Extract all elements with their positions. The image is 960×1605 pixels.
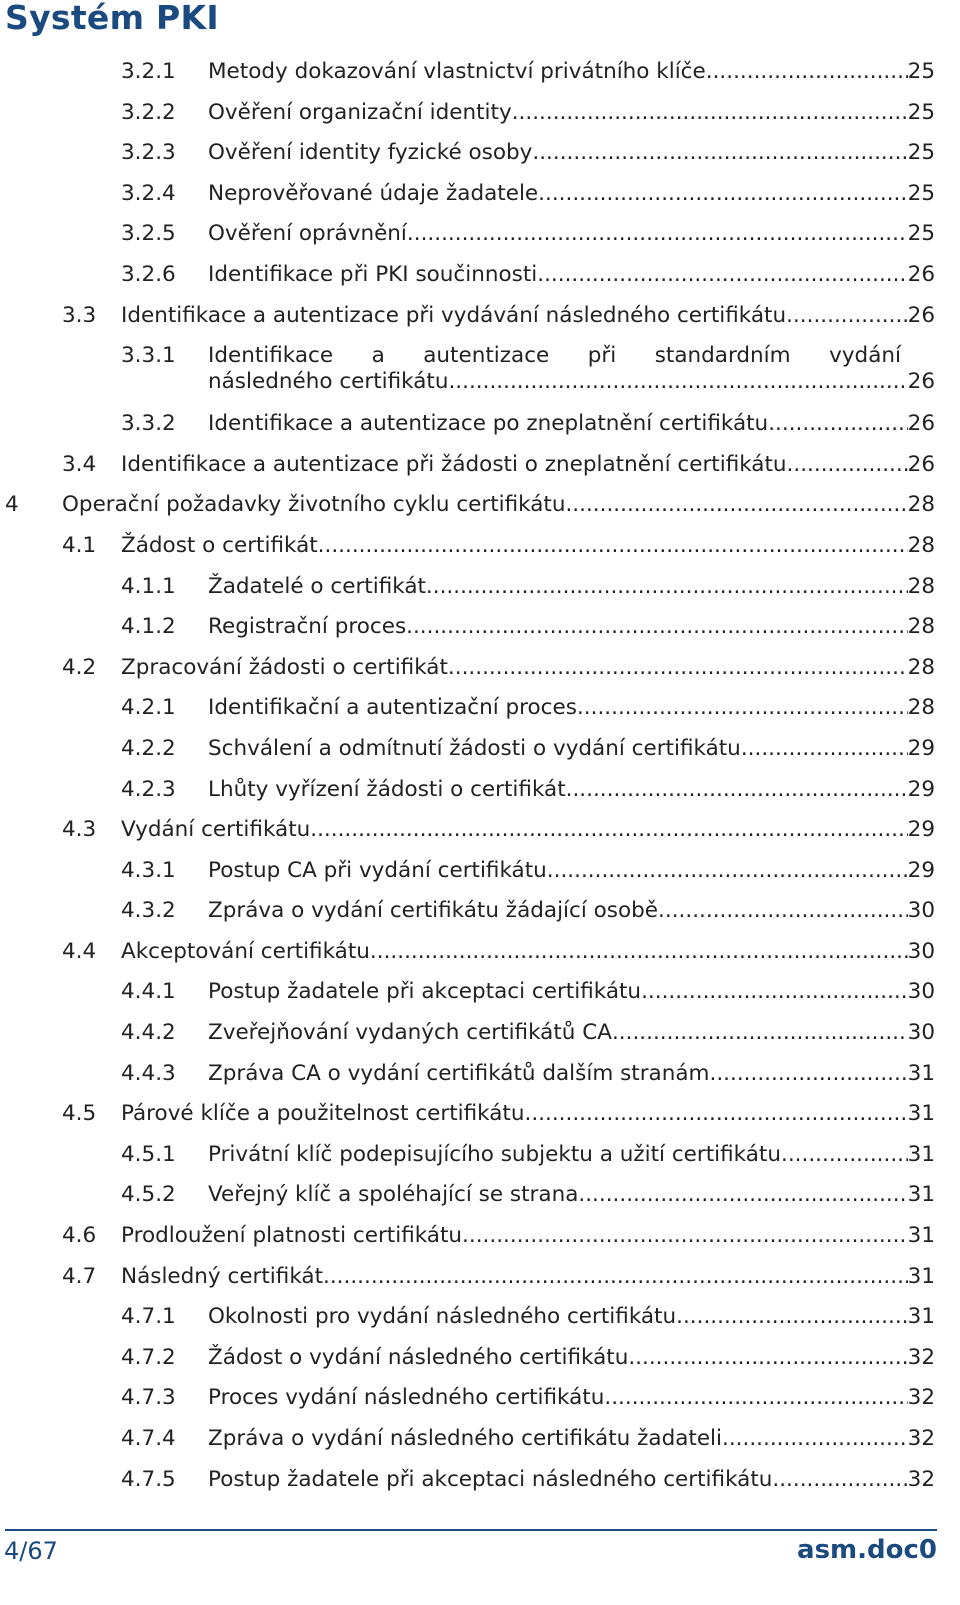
toc-entry-number: 3.2.2 [121, 99, 176, 125]
toc-entry[interactable] [0, 1378, 960, 1419]
dot-leader [512, 93, 908, 134]
toc-entry-title: Proces vydání následného certifikátu [208, 1385, 605, 1411]
toc-entry-number: 4.1 [62, 532, 97, 558]
toc-entry-page: 32 [907, 1466, 935, 1492]
toc-entry-page: 30 [907, 938, 935, 964]
toc-entry-title-word: vydání [829, 343, 901, 369]
toc-entry-line [121, 296, 935, 337]
toc-entry-number: 4.5 [62, 1101, 97, 1127]
toc-entry-page: 26 [907, 411, 935, 437]
toc-entry[interactable] [0, 1419, 960, 1460]
toc-entry-number: 4.7.1 [121, 1304, 176, 1330]
toc-entry-title: Metody dokazování vlastnictví privátního klíče [208, 59, 706, 84]
toc-entry-page: 28 [907, 532, 935, 558]
toc-entry[interactable] [0, 972, 960, 1013]
dot-leader [772, 1460, 907, 1501]
toc-entry-title-word: a [371, 343, 385, 369]
toc-entry-page: 29 [907, 857, 935, 883]
toc-entry-title: Identifikace a autentizace při vydávání následného certifikátu [121, 302, 787, 328]
toc-entry-line [208, 688, 935, 729]
dot-leader [722, 1419, 908, 1460]
toc-entry-number: 4.1.1 [121, 573, 176, 599]
toc-entry-title: Zpracování žádosti o certifikát [121, 654, 448, 680]
toc-entry-number: 4.7.5 [121, 1466, 176, 1492]
toc-entry-number: 4.7.4 [121, 1426, 176, 1451]
toc-entry-number: 3.3.2 [121, 411, 176, 437]
dot-leader [787, 445, 908, 486]
toc-entry-line [121, 932, 935, 973]
toc-entry-number: 4.3.2 [121, 898, 176, 924]
toc-entry[interactable] [0, 1094, 960, 1135]
toc-entry-title: Ověření oprávnění [208, 221, 407, 247]
toc-entry-number: 4.3 [62, 817, 97, 843]
dot-leader [448, 648, 908, 689]
toc-entry-title-word: Identifikace [208, 343, 334, 369]
dot-leader [709, 1054, 907, 1095]
toc-entry-number: 3.2.4 [121, 180, 176, 206]
toc-entry-line [208, 404, 935, 445]
toc-entry-line [208, 1175, 935, 1216]
toc-entry[interactable] [0, 526, 960, 567]
toc-entry-page: 32 [907, 1385, 935, 1411]
toc-entry-title: Žádost o vydání následného certifikátu [208, 1344, 629, 1370]
toc-entry-line [121, 1216, 935, 1257]
toc-entry-line [208, 133, 935, 174]
toc-entry-title: Akceptování certifikátu [121, 938, 370, 964]
toc-entry-line [208, 729, 935, 770]
toc-entry-line [208, 174, 935, 215]
toc-entry-line [121, 445, 935, 486]
toc-entry-number: 4.3.1 [121, 857, 176, 883]
toc-entry-number: 4.4.1 [121, 979, 176, 1005]
toc-entry[interactable] [0, 1135, 960, 1176]
toc-entry-number: 3.3.1 [121, 343, 176, 369]
toc-entry-title: Lhůty vyřízení žádosti o certifikát [208, 776, 566, 802]
toc-entry-line [208, 1460, 935, 1501]
toc-entry-line [208, 1297, 935, 1338]
toc-entry-title: Postup žadatele při akceptaci certifikátu [208, 979, 642, 1005]
toc-entry-line [208, 851, 935, 892]
toc-entry-line [121, 526, 935, 567]
dot-leader [604, 1378, 907, 1419]
toc-entry-page: 31 [907, 1223, 935, 1249]
toc-entry-number: 3.2.6 [121, 261, 176, 287]
toc-entry[interactable] [0, 1338, 960, 1379]
toc-entry-number: 4.1.2 [121, 614, 176, 640]
dot-leader [370, 932, 908, 973]
dot-leader [524, 1094, 907, 1135]
toc-entry[interactable] [0, 133, 960, 174]
toc-entry-line [121, 648, 935, 689]
toc-entry[interactable] [0, 93, 960, 134]
dot-leader [426, 567, 908, 608]
toc-entry[interactable] [0, 851, 960, 892]
dot-leader [741, 729, 908, 770]
toc-entry-line [121, 1257, 935, 1298]
toc-entry[interactable] [0, 485, 960, 526]
toc-entry-line [208, 972, 935, 1013]
toc-entry-page: 31 [907, 1304, 935, 1330]
dot-leader [706, 52, 908, 93]
toc-entry-number: 4.7.3 [121, 1385, 176, 1411]
dot-leader [537, 255, 907, 296]
dot-leader [781, 1135, 908, 1176]
dot-leader [658, 891, 908, 932]
dot-leader [612, 1013, 908, 1054]
toc-entry[interactable] [0, 729, 960, 770]
toc-entry-title: Veřejný klíč a spoléhající se strana [208, 1182, 579, 1208]
dot-leader [676, 1297, 908, 1338]
toc-entry-line [208, 607, 935, 648]
toc-entry[interactable] [0, 1054, 960, 1095]
toc-entry-page: 32 [907, 1344, 935, 1370]
toc-entry[interactable] [0, 1460, 960, 1501]
toc-entry-page: 28 [907, 492, 935, 518]
dot-leader [547, 851, 908, 892]
toc-entry-page: 28 [907, 695, 935, 721]
toc-entry[interactable] [0, 174, 960, 215]
toc-entry-title: Ověření identity fyzické osoby [208, 140, 533, 166]
dot-leader [628, 1338, 907, 1379]
dot-leader [565, 485, 907, 526]
toc-entry-number: 3.2.1 [121, 59, 176, 84]
toc-entry-number: 4.7.2 [121, 1344, 176, 1370]
toc-entry-page: 31 [907, 1141, 935, 1167]
toc-entry-number: 4.2.2 [121, 735, 176, 761]
toc-entry-number: 4.4 [62, 938, 97, 964]
toc-entry[interactable] [0, 214, 960, 255]
toc-entry-line [208, 891, 935, 932]
toc-entry-title: Zveřejňování vydaných certifikátů CA [208, 1020, 612, 1046]
toc-entry-title: Zpráva o vydání certifikátu žádající osobě [208, 898, 659, 924]
toc-entry[interactable] [0, 336, 960, 404]
table-of-contents [0, 52, 960, 1500]
dot-leader [406, 607, 908, 648]
toc-entry-number: 4.7 [62, 1263, 97, 1289]
toc-entry-number: 4 [5, 492, 19, 518]
toc-entry-line [121, 810, 935, 851]
footer-divider [5, 1529, 937, 1531]
toc-entry-title: Párové klíče a použitelnost certifikátu [121, 1101, 525, 1127]
toc-entry[interactable] [0, 688, 960, 729]
toc-entry-number: 4.5.2 [121, 1182, 176, 1208]
toc-entry-title: Registrační proces [208, 614, 407, 640]
toc-entry-number: 4.2.3 [121, 776, 176, 802]
toc-entry-title-word: standardním [654, 343, 791, 369]
toc-entry-page: 28 [907, 614, 935, 640]
toc-entry-line [208, 1378, 935, 1419]
dot-leader [318, 526, 908, 567]
toc-entry-title: Privátní klíč podepisujícího subjektu a užití certifikátu [208, 1141, 781, 1167]
toc-entry[interactable] [0, 770, 960, 811]
toc-entry[interactable] [0, 255, 960, 296]
toc-entry-line [208, 255, 935, 296]
toc-entry-page: 29 [907, 776, 935, 802]
toc-entry-page: 28 [907, 654, 935, 680]
toc-entry-title: Identifikační a autentizační proces [208, 695, 577, 721]
toc-entry[interactable] [0, 567, 960, 608]
dot-leader [578, 1175, 907, 1216]
toc-entry-title: Identifikace a autentizace při žádosti o zneplatnění certifikátu [121, 451, 787, 477]
toc-entry-line [208, 52, 935, 93]
toc-entry-line [208, 1013, 935, 1054]
dot-leader [407, 214, 908, 255]
dot-leader [462, 1216, 908, 1257]
toc-entry-number: 4.2 [62, 654, 97, 680]
toc-entry[interactable] [0, 404, 960, 445]
page-indicator: 4/67 [4, 1537, 58, 1565]
toc-entry-line [121, 1094, 935, 1135]
toc-entry-page: 32 [907, 1426, 935, 1451]
dot-leader [577, 688, 908, 729]
dot-leader [768, 404, 907, 445]
toc-entry-page: 29 [907, 735, 935, 761]
toc-entry-line [208, 214, 935, 255]
toc-entry-title: Zpráva CA o vydání certifikátů dalším stranám [208, 1060, 710, 1086]
toc-entry[interactable] [0, 52, 960, 93]
toc-entry-title: Následný certifikát [121, 1263, 324, 1289]
toc-entry-title: Prodloužení platnosti certifikátu [121, 1223, 463, 1249]
dot-leader [641, 972, 908, 1013]
toc-entry-page: 26 [907, 451, 935, 477]
document-name: asm.doc0 [797, 1535, 937, 1565]
toc-entry-title: Okolnosti pro vydání následného certifikátu [208, 1304, 677, 1330]
toc-entry-number: 3.4 [62, 451, 97, 477]
toc-entry-title: Identifikace při PKI součinnosti [208, 261, 538, 287]
toc-entry-number: 4.4.3 [121, 1060, 176, 1086]
toc-entry-page: 30 [907, 979, 935, 1005]
toc-entry-line [62, 485, 935, 526]
dot-leader [566, 770, 908, 811]
toc-entry-title-word: při [587, 343, 617, 369]
toc-entry-page: 26 [907, 302, 935, 328]
dot-leader [532, 133, 907, 174]
toc-entry-page: 31 [907, 1263, 935, 1289]
toc-entry-title: Zpráva o vydání následného certifikátu žadateli [208, 1426, 722, 1451]
toc-entry-title: Ověření organizační identity [208, 99, 512, 125]
dot-leader [310, 810, 907, 851]
toc-entry-title-word: autentizace [423, 343, 550, 369]
dot-leader [786, 296, 908, 337]
toc-entry-page: 25 [907, 180, 935, 206]
toc-entry-line [208, 1135, 935, 1176]
toc-entry-title: následného certifikátu [208, 369, 449, 395]
toc-entry-title: Operační požadavky životního cyklu certifikátu [62, 492, 566, 518]
toc-entry-page: 25 [907, 99, 935, 125]
dot-leader [538, 174, 907, 215]
toc-entry[interactable] [0, 607, 960, 648]
toc-entry[interactable] [0, 296, 960, 337]
toc-entry[interactable] [0, 1175, 960, 1216]
toc-entry-title: Neprověřované údaje žadatele [208, 180, 539, 206]
toc-entry-title: Postup žadatele při akceptaci následného certifikátu [208, 1466, 773, 1492]
toc-entry[interactable] [0, 445, 960, 486]
toc-entry-title: Žádost o certifikát [121, 532, 318, 558]
toc-entry-page: 25 [907, 59, 935, 84]
toc-entry-page: 25 [907, 140, 935, 166]
toc-entry[interactable] [0, 932, 960, 973]
toc-entry-page: 31 [907, 1101, 935, 1127]
toc-entry-title: Schválení a odmítnutí žádosti o vydání certifikátu [208, 735, 741, 761]
toc-entry-wrapped-title [208, 336, 935, 400]
toc-entry-page: 26 [907, 261, 935, 287]
toc-entry-title: Identifikace a autentizace po zneplatnění certifikátu [208, 411, 769, 437]
toc-entry-line [208, 770, 935, 811]
toc-entry-page: 29 [907, 817, 935, 843]
toc-entry-title: Vydání certifikátu [121, 817, 311, 843]
toc-entry-page: 30 [907, 898, 935, 924]
toc-entry-page: 26 [907, 369, 935, 395]
dot-leader [448, 370, 907, 394]
toc-entry-title: Žadatelé o certifikát [208, 573, 426, 599]
toc-entry-page: 31 [907, 1060, 935, 1086]
page-title: Systém PKI [5, 0, 219, 37]
toc-entry-number: 4.6 [62, 1223, 97, 1249]
toc-entry[interactable] [0, 810, 960, 851]
toc-entry[interactable] [0, 648, 960, 689]
toc-entry-number: 3.3 [62, 302, 97, 328]
toc-entry-line [208, 93, 935, 134]
toc-entry-page: 30 [907, 1020, 935, 1046]
toc-entry[interactable] [0, 1297, 960, 1338]
toc-entry-page: 31 [907, 1182, 935, 1208]
toc-entry-line [208, 1419, 935, 1460]
toc-entry[interactable] [0, 1013, 960, 1054]
toc-entry-page: 28 [907, 573, 935, 599]
toc-entry-line [208, 567, 935, 608]
toc-entry-page: 25 [907, 221, 935, 247]
toc-entry-line [208, 1338, 935, 1379]
toc-entry[interactable] [0, 1257, 960, 1298]
toc-entry[interactable] [0, 1216, 960, 1257]
dot-leader [323, 1257, 908, 1298]
toc-entry-line [208, 1054, 935, 1095]
toc-entry[interactable] [0, 891, 960, 932]
toc-entry-title: Postup CA při vydání certifikátu [208, 857, 547, 883]
toc-entry-number: 4.5.1 [121, 1141, 176, 1167]
toc-entry-number: 3.2.3 [121, 140, 176, 166]
toc-entry-number: 3.2.5 [121, 221, 176, 247]
toc-entry-number: 4.2.1 [121, 695, 176, 721]
toc-entry-number: 4.4.2 [121, 1020, 176, 1046]
